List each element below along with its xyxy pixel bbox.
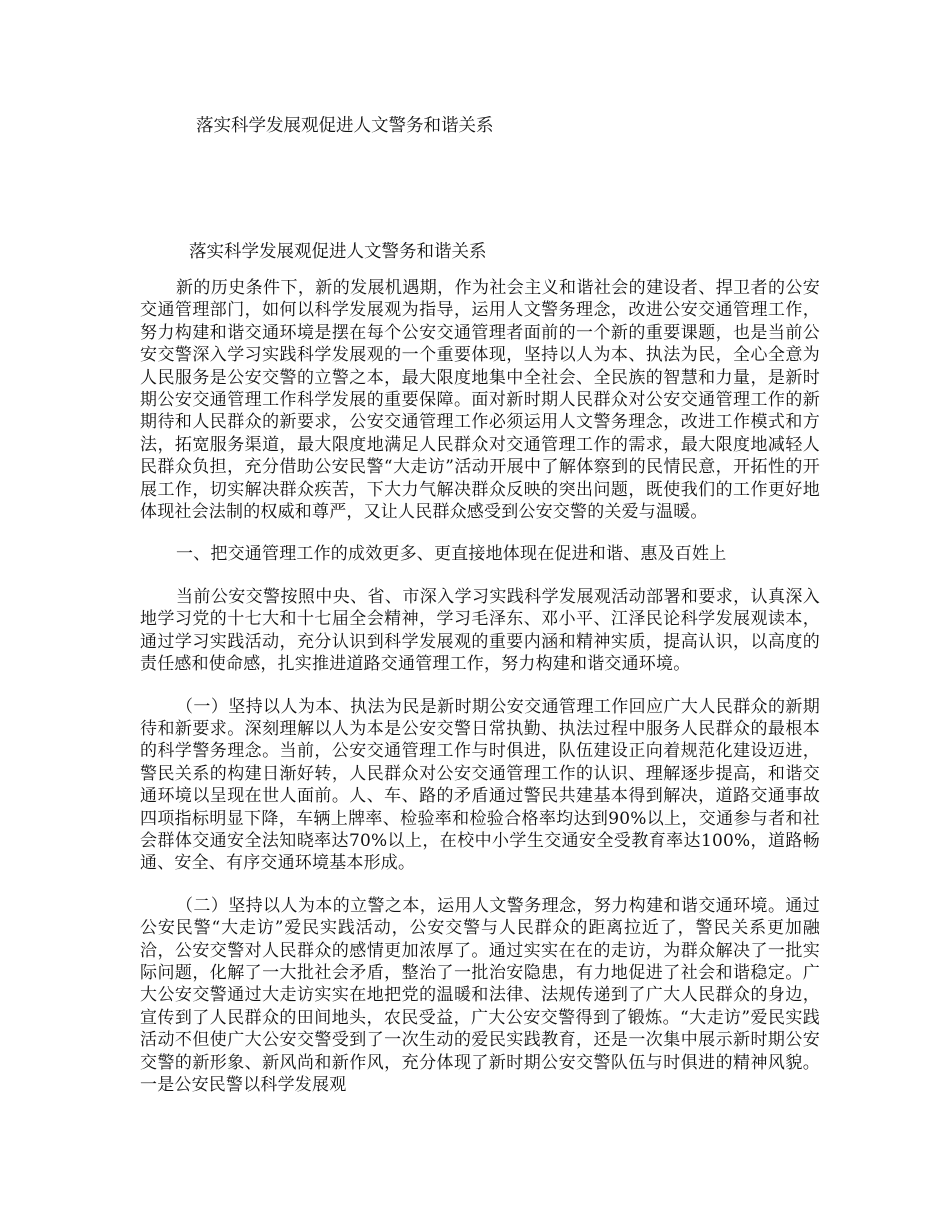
paragraph-section-1: 当前公安交警按照中央、省、市深入学习实践科学发展观活动部署和要求，认真深入地学习党的十七大和十七届全会精神，学习毛泽东、邓小平、江泽民论科学发展观读本，通过学习实践活动，充分认识到科学发展观的重要内涵和精神实质，提高认识，以高度的责任感和使命感，扎实推进道路交通管理工作，努力构建和谐交通环境。 — [140, 586, 820, 675]
body-title: 落实科学发展观促进人文警务和谐关系 — [189, 242, 487, 262]
document-body — [140, 240, 820, 1116]
section-heading-1: 一、把交通管理工作的成效更多、更直接地体现在促进和谐、惠及百姓上 — [176, 544, 727, 565]
paragraph-subsection-2: （二）坚持以人为本的立警之本，运用人文警务理念，努力构建和谐交通环境。通过公安民警“大走访”爱民实践活动，公安交警与人民群众的距离拉近了，警民关系更加融洽，公安交警对人民群众的感情更加浓厚了。通过实实在在的走访，为群众解决了一批实际问题，化解了一大批社会矛盾，整治了一批治安隐患，有力地促进了社会和谐稳定。广大公安交警通过大走访实实在地把党的温暖和法律、法规传递到了广大人民群众的身边，宣传到了人民群众的田间地头，农民受益，广大公安交警得到了锻炼。“大走访”爱民实践活动不但使广大公安交警受到了一次生动的爱民实践教育，还是一次集中展示新时期公安交警的新形象、新风尚和新作风，充分体现了新时期公安交警队伍与时俱进的精神风貌。一是公安民警以科学发展观 — [140, 895, 820, 1095]
document-title: 落实科学发展观促进人文警务和谐关系 — [196, 116, 494, 136]
paragraph-intro: 新的历史条件下，新的发展机遇期，作为社会主义和谐社会的建设者、捍卫者的公安交通管理部门，如何以科学发展观为指导，运用人文警务理念，改进公安交通管理工作，努力构建和谐交通环境是摆在每个公安交通管理者面前的一个新的重要课题，也是当前公安交警深入学习实践科学发展观的一个重要体现，坚持以人为本、执法为民，全心全意为人民服务是公安交警的立警之本，最大限度地集中全社会、全民族的智慧和力量，是新时期公安交通管理工作科学发展的重要保障。面对新时期人民群众对公安交通管理工作的新期待和人民群众的新要求，公安交通管理工作必须运用人文警务理念，改进工作模式和方法，拓宽服务渠道，最大限度地满足人民群众对交通管理工作的需求，最大限度地减轻人民群众负担，充分借助公安民警“大走访”活动开展中了解体察到的民情民意，开拓性的开展工作，切实解决群众疾苦，下大力气解决群众反映的突出问题，既使我们的工作更好地体现社会法制的权威和尊严，又让人民群众感受到公安交警的关爱与温暖。 — [140, 278, 820, 523]
paragraph-subsection-1: （一）坚持以人为本、执法为民是新时期公安交通管理工作回应广大人民群众的新期待和新要求。深刻理解以人为本是公安交警日常执勤、执法过程中服务人民群众的最根本的科学警务理念。当前，公安交通管理工作与时俱进，队伍建设正向着规范化建设迈进，警民关系的构建日渐好转，人民群众对公安交通管理工作的认识、理解逐步提高，和谐交通环境以呈现在世人面前。人、车、路的矛盾通过警民共建基本得到解决，道路交通事故四项指标明显下降，车辆上牌率、检验率和检验合格率均达到90%以上，交通参与者和社会群体交通安全法知晓率达70%以上，在校中小学生交通安全受教育率达100%，道路畅通、安全、有序交通环境基本形成。 — [140, 696, 820, 874]
